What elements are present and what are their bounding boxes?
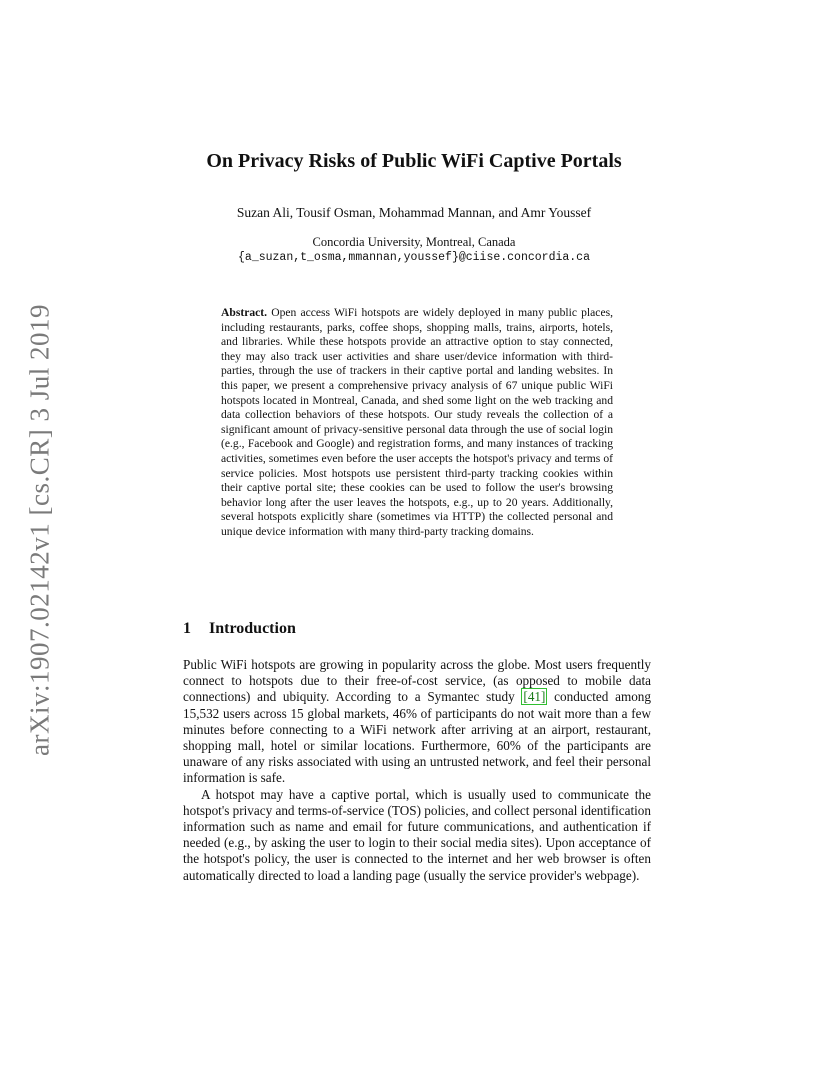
- abstract: [221, 306, 613, 540]
- abstract-label: Abstract.: [221, 306, 268, 319]
- paper-title: On Privacy Risks of Public WiFi Captive Portals: [206, 150, 622, 172]
- author-email: {a_suzan,t_osma,mmannan,youssef}@ciise.concordia.ca: [238, 251, 590, 264]
- section-body: [183, 657, 651, 884]
- arxiv-identifier-text: arXiv:1907.02142v1 [cs.CR] 3 Jul 2019: [24, 304, 55, 756]
- paragraph: A hotspot may have a captive portal, which is usually used to communicate the hotspot's privacy and terms-of-service (TOS) policies, and collect personal identification information such as name and email for future communications, and authentication if needed (e.g., by asking the user to login to their social media sites). Upon acceptance of the hotspot's policy, the user is connected to the internet and her web browser is often automatically directed to load a landing page (usually the service provider's webpage).: [183, 786, 651, 883]
- paragraph-text: conducted among 15,532 users across 15 global markets, 46% of participants do not wait more than a few minutes before connecting to a WiFi network after arriving at an airport, restaurant, shopping mall, hotel or similar locations. Furthermore, 60% of the participants are unaware of any risks associated with using an untrusted network, and feel their personal information is safe.: [183, 689, 651, 786]
- affiliation-block: [0, 234, 828, 266]
- section-number: 1: [183, 620, 191, 637]
- affiliation-institution: Concordia University, Montreal, Canada: [312, 235, 516, 249]
- paragraph-text: Public WiFi hotspots are growing in popularity across the globe. Most users frequently connect to hotspots due to their free-of-cost service, (as opposed to mobile data connections) and ubiquity. According to a Symantec study: [183, 657, 651, 705]
- section-heading: [183, 620, 296, 638]
- paragraph: [183, 657, 651, 787]
- citation-link[interactable]: [41]: [523, 689, 546, 705]
- author-list: Suzan Ali, Tousif Osman, Mohammad Mannan, and Amr Youssef: [236, 205, 592, 220]
- section-title: Introduction: [209, 620, 296, 637]
- abstract-text: Open access WiFi hotspots are widely deployed in many public places, including restaurants, parks, coffee shops, shopping malls, trains, airports, hotels, and libraries. While these hotspots provide an attractive option to stay connected, they may also track user activities and share user/device information with third-parties, through the use of trackers in their captive portal and landing websites. In this paper, we present a comprehensive privacy analysis of 67 unique public WiFi hotspots located in Montreal, Canada, and shed some light on the web tracking and data collection behaviors of these hotspots. Our study reveals the collection of a significant amount of privacy-sensitive personal data through the use of social login (e.g., Facebook and Google) and registration forms, and many instances of tracking activities, sometimes even before the user accepts the hotspot's privacy and terms of service policies. Most hotspots use persistent third-party tracking cookies within their captive portal site; these cookies can be used to follow the user's browsing behavior long after the user leaves the hotspots, e.g., up to 20 years. Additionally, several hotspots explicitly share (sometimes via HTTP) the collected personal and unique device information with many third-party tracking domains.: [221, 306, 614, 538]
